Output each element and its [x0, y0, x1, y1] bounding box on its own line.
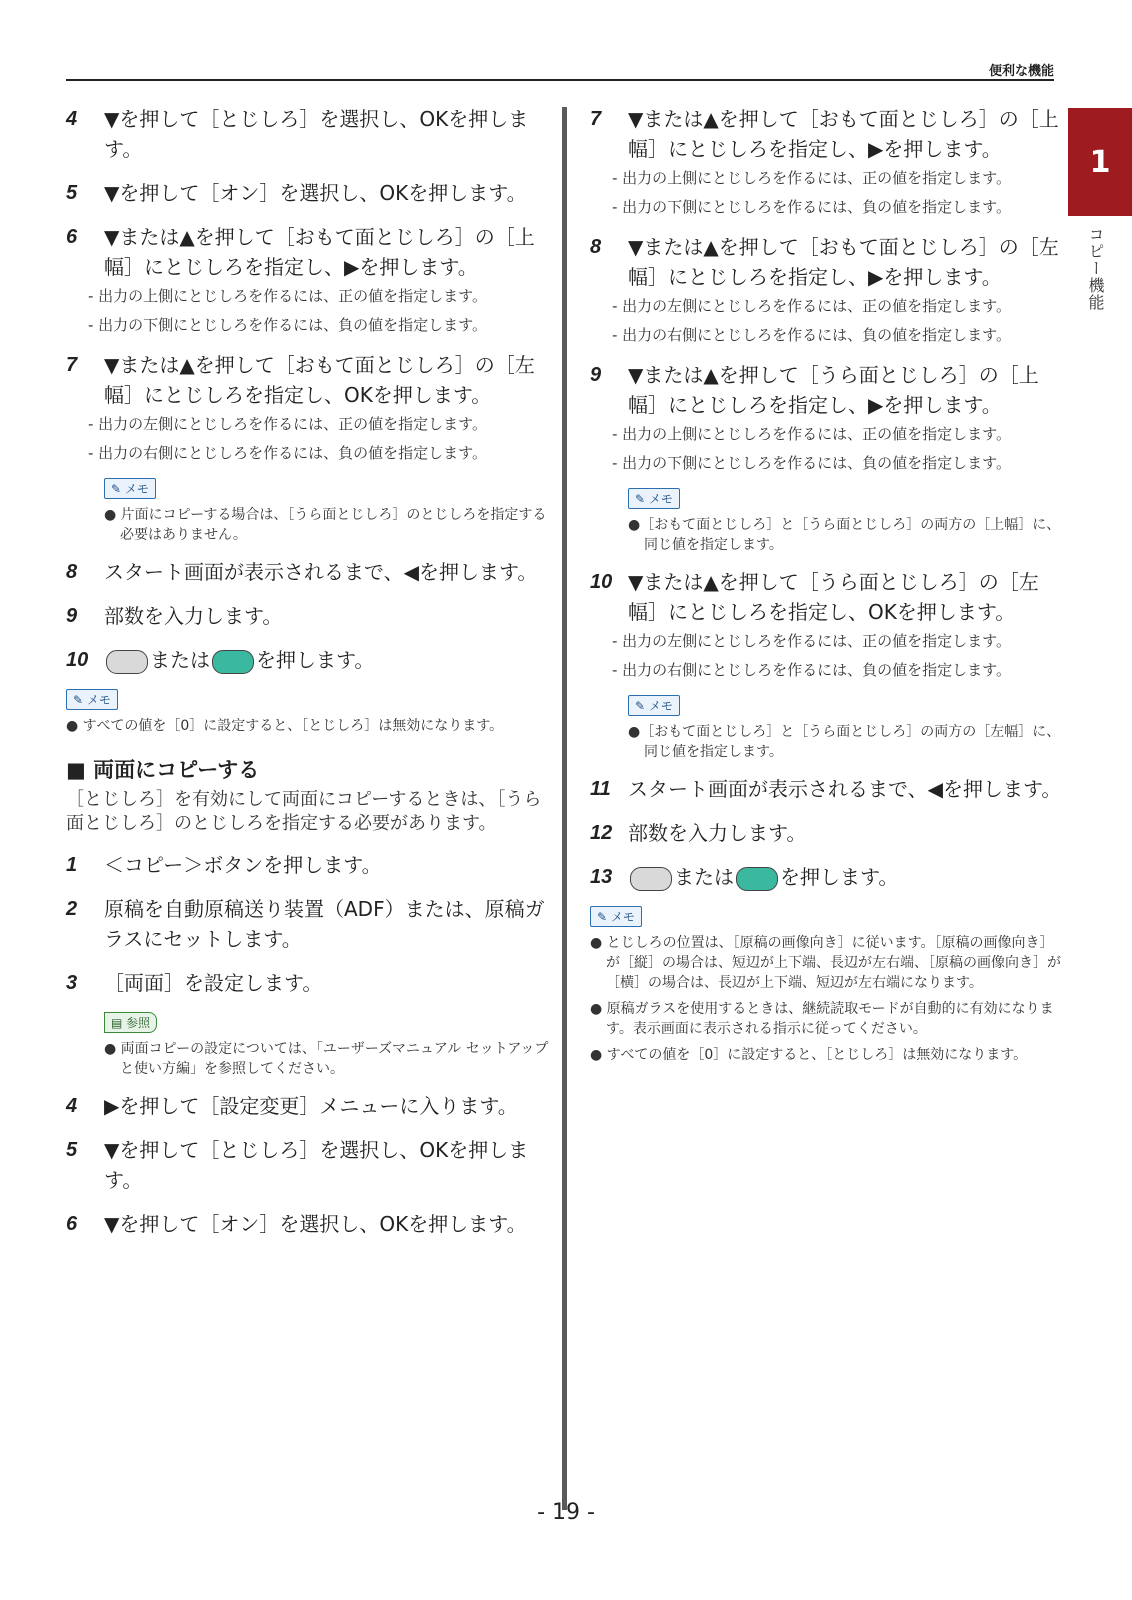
step-number: 8: [66, 561, 78, 583]
step: [66, 104, 552, 164]
step-number: 8: [590, 236, 602, 258]
chapter-label: コピー機能: [1086, 226, 1105, 311]
mono-start-key-icon: [106, 650, 148, 674]
memo-box: [628, 488, 1062, 555]
step: [66, 178, 552, 208]
step-number: 9: [590, 364, 602, 386]
step-text: ▼を押して［とじしろ］を選択し、OKを押します。: [104, 1138, 529, 1192]
section-title: ■ 両面にコピーする: [66, 758, 260, 782]
step-number: 4: [66, 108, 78, 130]
step-text: スタート画面が表示されるまで、◀を押します。: [628, 777, 1062, 801]
step: [590, 232, 1062, 292]
step-text: ［両面］を設定します。: [104, 971, 323, 995]
step-notes: [612, 296, 1062, 346]
step-text: 原稿を自動原稿送り装置（ADF）または、原稿ガラスにセットします。: [104, 897, 545, 951]
step-number: 10: [590, 571, 613, 593]
step-text: ▼を押して［オン］を選択し、OKを押します。: [104, 181, 527, 205]
memo-line: ●［おもて面とじしろ］と［うら面とじしろ］の両方の［左幅］に、同じ値を指定します。: [628, 724, 1061, 760]
note-item: - 出力の下側にとじしろを作るには、負の値を指定します。: [612, 198, 1011, 216]
step-notes: [612, 168, 1062, 218]
memo-line: ● すべての値を［0］に設定すると、［とじしろ］は無効になります。: [590, 1047, 1028, 1063]
step-text: ＜コピー＞ボタンを押します。: [104, 853, 382, 877]
memo-line: ● 片面にコピーする場合は、［うら面とじしろ］のとじしろを指定する必要はありません。: [104, 507, 547, 543]
step: [590, 360, 1062, 420]
step-number: 2: [66, 898, 78, 920]
step: [590, 567, 1062, 627]
note-item: - 出力の左側にとじしろを作るには、正の値を指定します。: [612, 297, 1011, 315]
step-suffix: を押します。: [780, 865, 899, 889]
header-rule: [66, 79, 1054, 81]
step-text: ▼または▲を押して［うら面とじしろ］の［左幅］にとじしろを指定し、OKを押します。: [628, 570, 1039, 624]
step: [66, 1209, 552, 1239]
step-number: 6: [66, 226, 78, 248]
column-divider: [562, 107, 567, 1510]
step-number: 3: [66, 972, 78, 994]
note-item: - 出力の上側にとじしろを作るには、正の値を指定します。: [612, 169, 1011, 187]
step-text: [628, 862, 898, 892]
step-text: ▼または▲を押して［おもて面とじしろ］の［左幅］にとじしろを指定し、OKを押します。: [104, 353, 535, 407]
note-item: - 出力の右側にとじしろを作るには、負の値を指定します。: [612, 326, 1011, 344]
step-number: 7: [66, 354, 78, 376]
memo-box: [628, 695, 1062, 762]
step-number: 5: [66, 182, 78, 204]
step: [66, 601, 552, 631]
memo-badge: ✎ メモ: [104, 478, 156, 499]
step-text: ▼または▲を押して［おもて面とじしろ］の［左幅］にとじしろを指定し、▶を押します。: [628, 235, 1059, 289]
step: [66, 222, 552, 282]
step: [66, 850, 552, 880]
step-number: 5: [66, 1139, 78, 1161]
reference-badge: ▤ 参照: [104, 1012, 157, 1033]
step: [66, 894, 552, 954]
step-text: ▼または▲を押して［うら面とじしろ］の［上幅］にとじしろを指定し、▶を押します。: [628, 363, 1039, 417]
chapter-tab: 1: [1068, 108, 1132, 216]
step: [66, 645, 552, 675]
section-paragraph: ［とじしろ］を有効にして両面にコピーするときは、［うら面とじしろ］のとじしろを指定する必要があります。: [66, 789, 542, 834]
step-text: ▼を押して［オン］を選択し、OKを押します。: [104, 1212, 527, 1236]
step: [66, 1091, 552, 1121]
memo-badge: ✎ メモ: [628, 695, 680, 716]
note-item: - 出力の下側にとじしろを作るには、負の値を指定します。: [88, 316, 487, 334]
or-text: または: [674, 865, 734, 889]
note-item: - 出力の下側にとじしろを作るには、負の値を指定します。: [612, 454, 1011, 472]
step-text: [104, 645, 374, 675]
note-item: - 出力の上側にとじしろを作るには、正の値を指定します。: [612, 425, 1011, 443]
step: [66, 557, 552, 587]
step-number: 9: [66, 605, 78, 627]
step-number: 4: [66, 1095, 78, 1117]
memo-badge: ✎ メモ: [590, 906, 642, 927]
step: [590, 104, 1062, 164]
step-text: ▶を押して［設定変更］メニューに入ります。: [104, 1094, 518, 1118]
memo-badge: ✎ メモ: [66, 689, 118, 710]
right-column: [590, 104, 1062, 1077]
memo-line: ●［おもて面とじしろ］と［うら面とじしろ］の両方の［上幅］に、同じ値を指定します。: [628, 517, 1061, 553]
step-text: ▼または▲を押して［おもて面とじしろ］の［上幅］にとじしろを指定し、▶を押します。: [104, 225, 535, 279]
step: [66, 350, 552, 410]
step: [590, 818, 1062, 848]
note-item: - 出力の右側にとじしろを作るには、負の値を指定します。: [88, 444, 487, 462]
step-number: 11: [590, 778, 611, 800]
page-header-title: 便利な機能: [988, 64, 1054, 79]
note-item: - 出力の左側にとじしろを作るには、正の値を指定します。: [612, 632, 1011, 650]
step-text: 部数を入力します。: [104, 604, 283, 628]
step-number: 6: [66, 1213, 78, 1235]
or-text: または: [150, 648, 210, 672]
memo-box: [590, 906, 1062, 1065]
memo-line: ● とじしろの位置は、［原稿の画像向き］に従います。［原稿の画像向き］が［縦］の場合は、短辺が上下端、長辺が左右端、［原稿の画像向き］が［横］の場合は、長辺が上下端、短辺が左右端になります。: [590, 935, 1061, 991]
memo-badge: ✎ メモ: [628, 488, 680, 509]
step-notes: [612, 424, 1062, 474]
step-notes: [612, 631, 1062, 681]
memo-line: ● すべての値を［0］に設定すると、［とじしろ］は無効になります。: [66, 718, 504, 734]
step-number: 7: [590, 108, 602, 130]
step-number: 10: [66, 649, 89, 671]
left-column: [66, 104, 552, 1253]
note-item: - 出力の右側にとじしろを作るには、負の値を指定します。: [612, 661, 1011, 679]
note-item: - 出力の上側にとじしろを作るには、正の値を指定します。: [88, 287, 487, 305]
step-text: 部数を入力します。: [628, 821, 807, 845]
step: [66, 1135, 552, 1195]
memo-box: [104, 478, 552, 545]
step-text: ▼または▲を押して［おもて面とじしろ］の［上幅］にとじしろを指定し、▶を押します。: [628, 107, 1059, 161]
step: [590, 774, 1062, 804]
step-suffix: を押します。: [256, 648, 375, 672]
step-number: 13: [590, 866, 613, 888]
reference-box: [104, 1012, 552, 1079]
reference-line: ● 両面コピーの設定については、「ユーザーズマニュアル セットアップと使い方編」を参照してください。: [104, 1041, 549, 1077]
mono-start-key-icon: [630, 867, 672, 891]
color-start-key-icon: [736, 867, 778, 891]
note-item: - 出力の左側にとじしろを作るには、正の値を指定します。: [88, 415, 487, 433]
color-start-key-icon: [212, 650, 254, 674]
memo-line: ● 原稿ガラスを使用するときは、継続読取モードが自動的に有効になります。表示画面に表示される指示に従ってください。: [590, 1001, 1054, 1037]
step-notes: [88, 414, 552, 464]
step-number: 12: [590, 822, 613, 844]
step-text: スタート画面が表示されるまで、◀を押します。: [104, 560, 538, 584]
page-number: - 19 -: [537, 1500, 595, 1525]
step-text: ▼を押して［とじしろ］を選択し、OKを押します。: [104, 107, 529, 161]
step-notes: [88, 286, 552, 336]
step: [590, 862, 1062, 892]
step: [66, 968, 552, 998]
memo-box: [66, 689, 552, 736]
step-number: 1: [66, 854, 78, 876]
